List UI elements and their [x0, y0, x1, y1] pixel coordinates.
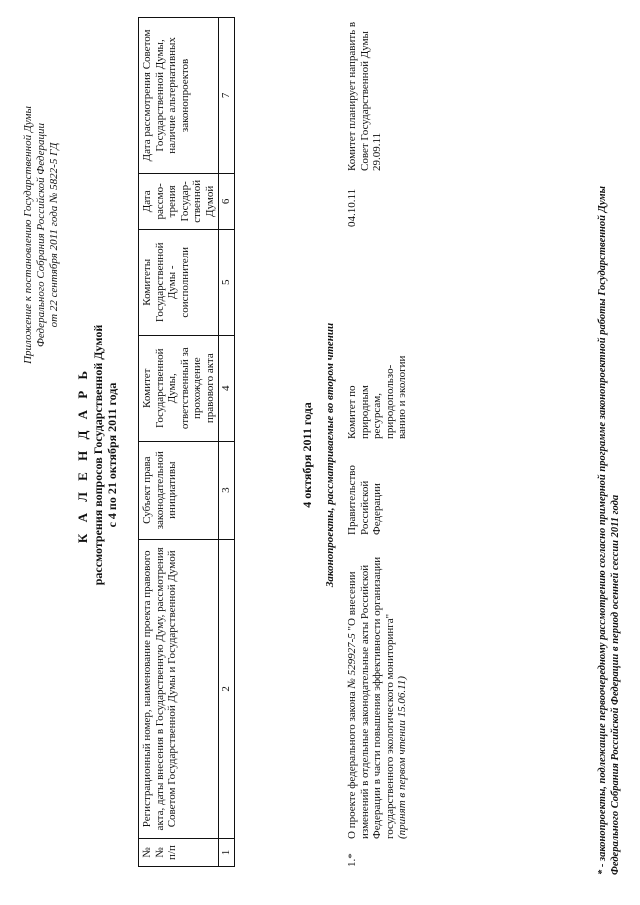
column-number: 5: [219, 229, 235, 335]
appendix-line: от 22 сентября 2011 года № 5822-5 ГД: [48, 142, 60, 328]
section-heading: Законопроекты, рассматриваемые во втором чтении: [324, 322, 336, 588]
initiative-subject: Правительство Российской Федерации: [346, 465, 383, 535]
column-number: 3: [219, 441, 235, 539]
title-line: К А Л Е Н Д А Р Ь: [75, 366, 90, 544]
column-number: 4: [219, 335, 235, 441]
responsible-committee: Комитет по природным ресурсам, природопользо-ванию и экологии: [346, 355, 408, 439]
title-line: рассмотрения вопросов Государственной Думой: [91, 324, 105, 586]
appendix-line: Приложение к постановлению Государственной Думы: [22, 106, 34, 364]
footnote-line: Федерального Собрания Российской Федерации в период осенней сессии 2011 года: [610, 494, 621, 875]
bill-title: "О внесении изменений в отдельные законодательные акты Российской Федерации в части повышения эффективности организации государственного экологического мониторинга": [346, 556, 396, 839]
column-number: 1: [219, 839, 235, 867]
bill-number[interactable]: № 529927-5: [346, 633, 358, 689]
header-cell: Дата рассмотрения Советом Государственной Думы, наличие альтернативных законопроектов: [139, 18, 219, 174]
calendar-title: [75, 265, 119, 645]
council-info: Комитет планирует направить в Совет Государственной Думы 29.09.11: [346, 21, 383, 171]
column-number: 7: [219, 18, 235, 174]
column-number: 6: [219, 173, 235, 229]
bill-prefix: О проекте федерального закона: [346, 688, 358, 839]
duma-date: 04.10.11: [346, 188, 358, 227]
header-cell: Комитет Государственной Думы, ответственный за прохождение правового акта: [139, 335, 219, 441]
appendix-note: [22, 45, 61, 425]
header-cell: Регистрационный номер, наименование проекта правового акта, даты внесения в Государственную Думу, рассмотрения Советом Государственной Думы и Государственной Думой: [139, 539, 219, 838]
row-number: 1.*: [346, 853, 358, 867]
header-cell: Комитеты Государственной Думы - соисполнители: [139, 229, 219, 335]
appendix-line: Федерального Собрания Российской Федерации: [35, 123, 47, 347]
date-heading: 4 октября 2011 года: [300, 402, 314, 508]
footnote-line: * - законопроекты, подлежащие первоочередному рассмотрению согласно примерной программе законопроектной работы Государственной Думы: [597, 186, 608, 875]
bill-description: [346, 543, 409, 839]
header-cell: №№ п/п: [139, 839, 219, 867]
title-line: с 4 по 21 октября 2011 года: [105, 382, 119, 528]
footnote: [596, 55, 622, 875]
calendar-table-header: [138, 17, 235, 867]
header-cell: Дата рассмо-трения Государ-ственной Думой: [139, 173, 219, 229]
bill-note: (принят в первом чтении 15.06.11): [396, 676, 408, 839]
header-cell: Субъект права законодательной инициативы: [139, 441, 219, 539]
column-number: 2: [219, 539, 235, 838]
